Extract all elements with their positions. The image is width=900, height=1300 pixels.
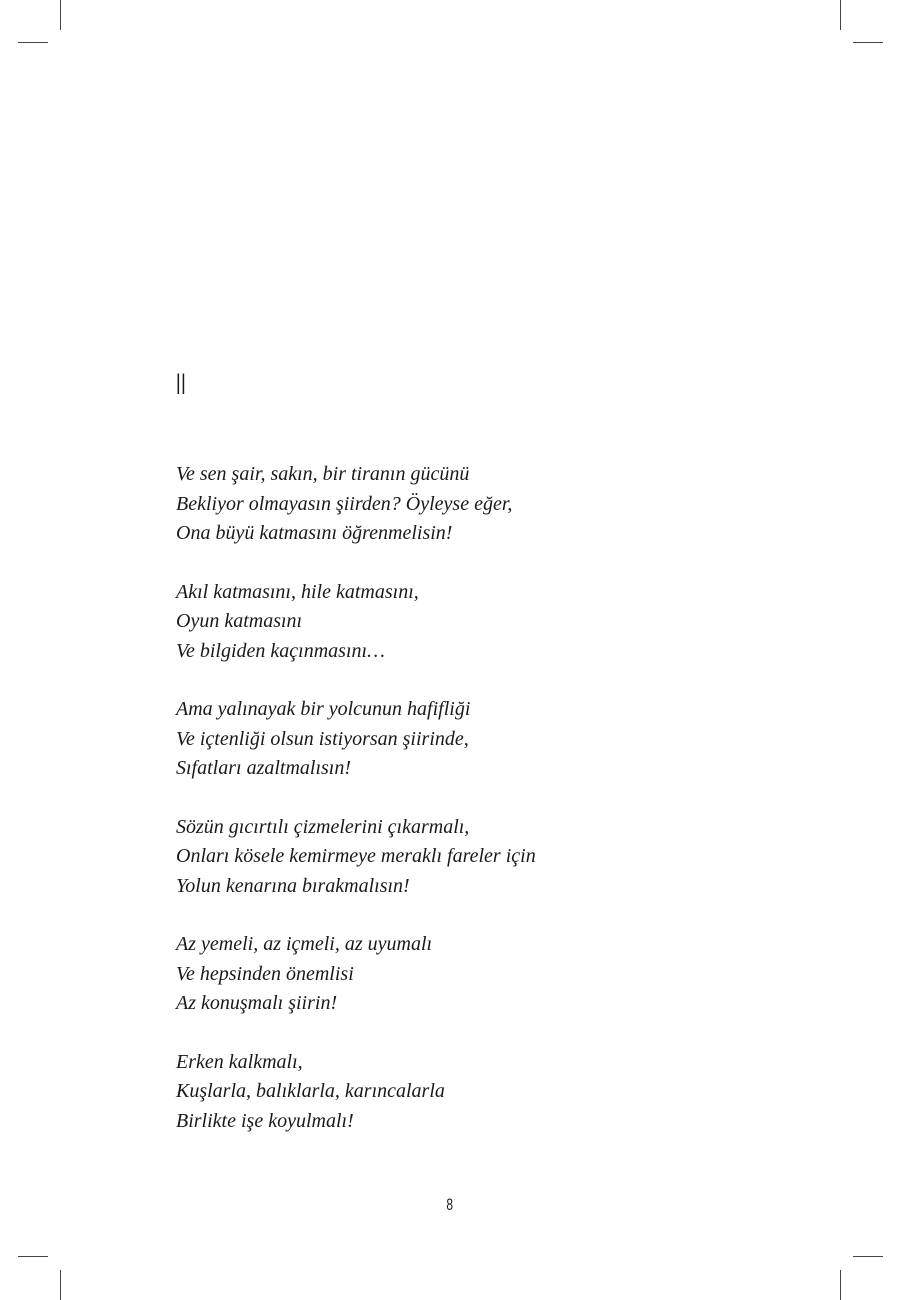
poem-line: Onları kösele kemirmeye meraklı fareler için [176, 845, 536, 867]
poem [176, 460, 736, 1165]
crop-mark-top-left-horizontal [18, 42, 48, 43]
poem-line: Oyun katmasını [176, 610, 303, 632]
poem-line: Sıfatları azaltmalısın! [176, 757, 352, 779]
crop-mark-bottom-left-vertical [60, 1270, 61, 1300]
poem-line: Ve hepsinden önemlisi [176, 962, 354, 985]
stanza [176, 1048, 736, 1137]
page-number [0, 1195, 900, 1215]
poem-line: Birlikte işe koyulmalı! [176, 1109, 354, 1132]
stanza [176, 930, 736, 1019]
poem-line: Bekliyor olmayasın şiirden? Öyleyse eğer, [176, 492, 513, 515]
poem-line: Ve sen şair, sakın, bir tiranın gücünü [176, 463, 470, 485]
poem-line: Ona büyü katmasını öğrenmelisin! [176, 522, 453, 544]
stanza [176, 813, 736, 902]
poem-line: Az konuşmalı şiirin! [176, 992, 338, 1014]
crop-mark-bottom-right-horizontal [853, 1256, 883, 1257]
stanza [176, 578, 736, 667]
crop-mark-bottom-left-horizontal [18, 1256, 48, 1257]
poem-line: Ve bilgiden kaçınmasını… [176, 639, 385, 662]
poem-line: Akıl katmasını, hile katmasını, [176, 580, 419, 603]
section-number: II [176, 368, 187, 401]
poem-line: Sözün gıcırtılı çizmelerini çıkarmalı, [176, 815, 470, 838]
poem-line: Ve içtenliği olsun istiyorsan şiirinde, [176, 727, 469, 750]
crop-mark-top-left-vertical [60, 0, 61, 30]
poem-line: Yolun kenarına bırakmalısın! [176, 874, 410, 897]
page-number-text: 8 [446, 1195, 454, 1214]
crop-mark-top-right-vertical [840, 0, 841, 30]
poem-line: Ama yalınayak bir yolcunun hafifliği [176, 698, 471, 720]
poem-line: Erken kalkmalı, [176, 1050, 303, 1073]
stanza [176, 695, 736, 784]
stanza [176, 460, 736, 549]
crop-mark-bottom-right-vertical [840, 1270, 841, 1300]
crop-mark-top-right-horizontal [853, 42, 883, 43]
poem-line: Kuşlarla, balıklarla, karıncalarla [176, 1080, 445, 1102]
poem-line: Az yemeli, az içmeli, az uyumalı [176, 933, 433, 955]
